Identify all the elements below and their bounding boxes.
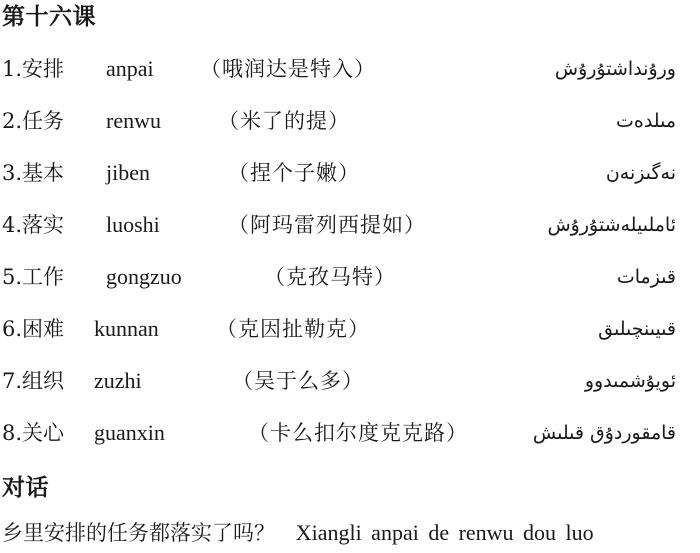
vocab-word: 6.困难 [2, 317, 65, 341]
vocab-gloss: （克因扯勒克） [216, 317, 370, 341]
vocab-uyghur: قامقوردۇق قىلىش [532, 422, 676, 444]
vocab-uyghur: ئاملىيلەشتۇرۇش [547, 214, 676, 236]
vocab-pinyin: jiben [106, 160, 150, 185]
vocab-pinyin: gongzuo [106, 264, 182, 289]
vocab-row-5 [0, 262, 700, 292]
vocab-row-3 [0, 158, 700, 188]
vocab-pinyin: kunnan [94, 316, 159, 341]
vocab-gloss: （吴于么多） [232, 369, 364, 393]
vocab-pinyin: luoshi [106, 212, 160, 237]
dialogue-pinyin: Xiangli anpai de renwu dou luo [295, 520, 594, 545]
vocab-pinyin: renwu [106, 108, 161, 133]
vocab-row-2 [0, 106, 700, 136]
vocab-word: 8.关心 [2, 421, 65, 445]
vocab-gloss: （米了的提） [218, 109, 350, 133]
vocab-uyghur: قىيىنچىلىق [598, 318, 676, 340]
dialogue-line [2, 518, 594, 548]
vocab-uyghur: ورۇنداشتۇرۇش [554, 58, 676, 80]
vocab-word: 3.基本 [2, 161, 65, 185]
vocab-pinyin: guanxin [94, 420, 165, 445]
vocab-word: 5.工作 [2, 265, 65, 289]
vocab-uyghur: ئويۇشمىدوو [584, 370, 676, 392]
vocab-row-8 [0, 418, 700, 448]
dialogue-title: 对话 [2, 475, 49, 501]
vocab-gloss: （哦润达是特入） [200, 57, 376, 81]
vocab-gloss: （阿玛雷列西提如） [228, 213, 426, 237]
vocab-uyghur: قىزمات [616, 266, 676, 288]
vocab-pinyin: anpai [106, 56, 154, 81]
vocab-row-4 [0, 210, 700, 240]
vocab-word: 1.安排 [2, 57, 65, 81]
vocab-word: 7.组织 [2, 369, 65, 393]
vocab-uyghur: نەگىزنەن [605, 162, 676, 184]
vocab-gloss: （捏个子嫩） [228, 161, 360, 185]
vocab-gloss: （卡么扣尔度克克路） [248, 421, 468, 445]
vocab-row-7 [0, 366, 700, 396]
dialogue-chinese: 乡里安排的任务都落实了吗？ [2, 521, 275, 545]
vocab-word: 4.落实 [2, 213, 65, 237]
vocab-uyghur: مىلدەت [615, 110, 676, 132]
vocab-pinyin: zuzhi [94, 368, 142, 393]
vocab-row-1 [0, 54, 700, 84]
vocab-row-6 [0, 314, 700, 344]
vocab-word: 2.任务 [2, 109, 65, 133]
vocab-gloss: （克孜马特） [264, 265, 396, 289]
lesson-title: 第十六课 [2, 4, 96, 30]
